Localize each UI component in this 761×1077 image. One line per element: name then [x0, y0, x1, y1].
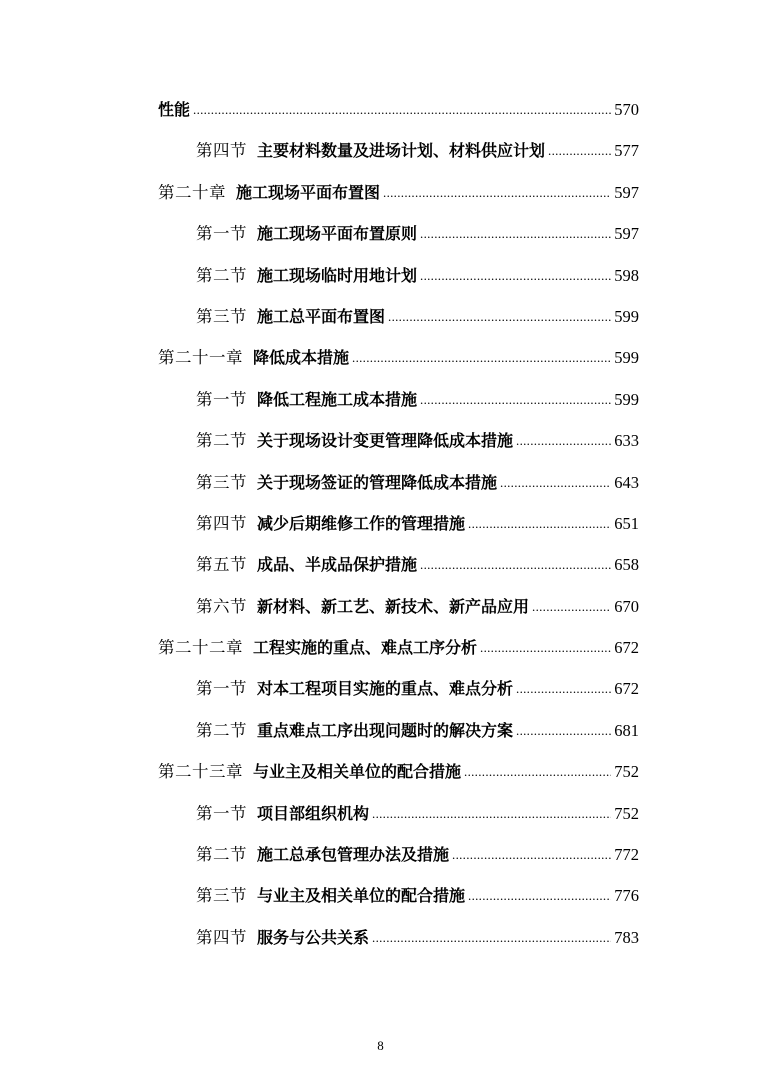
toc-entry-line [196, 266, 639, 287]
section-title: 降低工程施工成本措施 [257, 389, 418, 409]
toc-entry-line [196, 804, 639, 825]
dot-leader [532, 596, 611, 617]
section-number: 第五节 [196, 555, 247, 575]
toc-page-number: 570 [614, 100, 639, 119]
toc-section-entry[interactable] [0, 465, 761, 506]
section-title: 施工总平面布置图 [257, 306, 386, 326]
section-number: 第四节 [196, 141, 247, 161]
toc-chapter-entry[interactable] [0, 175, 761, 216]
dot-leader [352, 347, 611, 368]
toc-page-number: 681 [614, 720, 639, 740]
toc-entry-line [196, 928, 639, 949]
toc-page-number: 752 [614, 762, 639, 782]
section-number: 第一节 [196, 679, 247, 699]
section-title: 项目部组织机构 [257, 803, 370, 823]
toc-chapter-entry[interactable] [0, 754, 761, 795]
chapter-number: 第二十三章 [158, 762, 243, 782]
dot-leader [452, 844, 611, 865]
chapter-title: 降低成本措施 [253, 348, 350, 368]
dot-leader [372, 927, 611, 948]
dot-leader [383, 182, 611, 203]
toc-entry-line [196, 141, 639, 162]
toc-page-number: 670 [614, 596, 639, 616]
section-title: 减少后期维修工作的管理措施 [257, 513, 466, 533]
toc-entry-line [196, 307, 639, 328]
toc-page-number: 597 [614, 224, 639, 244]
toc-page-number: 776 [614, 886, 639, 906]
toc-page-number: 577 [614, 141, 639, 161]
toc-entry-line [196, 845, 639, 866]
section-title: 施工现场平面布置原则 [257, 224, 418, 244]
toc-page-number: 633 [614, 431, 639, 451]
dot-leader [420, 389, 611, 410]
toc-page-number: 643 [614, 472, 639, 492]
toc-page-number: 651 [614, 513, 639, 533]
section-title: 关于现场签证的管理降低成本措施 [257, 472, 498, 492]
section-title: 新材料、新工艺、新技术、新产品应用 [257, 596, 530, 616]
toc-page-number: 672 [614, 679, 639, 699]
toc-page-number: 752 [614, 803, 639, 823]
section-title: 成品、半成品保护措施 [257, 555, 418, 575]
toc-entry-line [196, 555, 639, 576]
dot-leader [468, 885, 611, 906]
toc-entry-line [158, 183, 639, 204]
section-title: 重点难点工序出现问题时的解决方案 [257, 720, 514, 740]
section-title: 关于现场设计变更管理降低成本措施 [257, 431, 514, 451]
chapter-number: 第二十一章 [158, 348, 243, 368]
dot-leader [500, 472, 611, 493]
toc-section-entry[interactable] [0, 878, 761, 919]
toc-entry-line [196, 597, 639, 618]
chapter-title: 工程实施的重点、难点工序分析 [253, 638, 478, 658]
toc-section-entry[interactable] [0, 713, 761, 754]
dot-leader [468, 513, 611, 534]
toc-entry-line [196, 886, 639, 907]
toc-section-entry[interactable] [0, 216, 761, 257]
section-number: 第一节 [196, 803, 247, 823]
toc-section-entry[interactable] [0, 589, 761, 630]
toc-entry-line [158, 100, 639, 121]
toc-section-entry[interactable] [0, 671, 761, 712]
toc-section-entry[interactable] [0, 506, 761, 547]
section-title: 对本工程项目实施的重点、难点分析 [257, 679, 514, 699]
toc-entry-line [196, 473, 639, 494]
toc-chapter-entry[interactable] [0, 630, 761, 671]
dot-leader [480, 637, 611, 658]
section-number: 第二节 [196, 845, 247, 865]
toc-entry-line [196, 721, 639, 742]
toc-entry-line [196, 390, 639, 411]
section-number: 第一节 [196, 389, 247, 409]
toc-section-entry[interactable] [0, 547, 761, 588]
chapter-number: 第二十二章 [158, 638, 243, 658]
section-number: 第三节 [196, 886, 247, 906]
chapter-title: 与业主及相关单位的配合措施 [253, 762, 462, 782]
toc-chapter-entry[interactable] [0, 340, 761, 381]
section-number: 第二节 [196, 720, 247, 740]
dot-leader [420, 223, 611, 244]
toc-page-number: 783 [614, 927, 639, 947]
section-number: 第四节 [196, 513, 247, 533]
toc-entry-line [158, 348, 639, 369]
toc-page-number: 672 [614, 638, 639, 658]
toc-section-entry[interactable] [0, 133, 761, 174]
dot-leader [388, 306, 611, 327]
section-title: 施工现场临时用地计划 [257, 265, 418, 285]
chapter-number: 第二十章 [158, 182, 226, 202]
dot-leader [193, 99, 611, 120]
toc-page-number: 599 [614, 389, 639, 409]
toc-section-entry[interactable] [0, 382, 761, 423]
section-title: 服务与公共关系 [257, 927, 370, 947]
toc-entry-line [158, 638, 639, 659]
toc-entry-line [196, 224, 639, 245]
dot-leader [516, 430, 611, 451]
dot-leader [372, 803, 611, 824]
section-title: 主要材料数量及进场计划、材料供应计划 [257, 141, 546, 161]
section-title: 性能 [158, 100, 191, 119]
page-number: 8 [377, 1038, 384, 1053]
dot-leader [548, 140, 611, 161]
toc-page-number: 599 [614, 348, 639, 368]
chapter-title: 施工现场平面布置图 [236, 182, 381, 202]
toc-section-entry[interactable] [0, 299, 761, 340]
dot-leader [464, 761, 611, 782]
toc-section-entry[interactable] [0, 258, 761, 299]
toc-page-number: 597 [614, 182, 639, 202]
section-number: 第二节 [196, 431, 247, 451]
dot-leader [420, 265, 611, 286]
section-number: 第四节 [196, 927, 247, 947]
section-number: 第三节 [196, 472, 247, 492]
section-number: 第二节 [196, 265, 247, 285]
toc-entry-line [158, 762, 639, 783]
toc-section-entry[interactable] [0, 423, 761, 464]
section-title: 施工总承包管理办法及措施 [257, 845, 450, 865]
toc-section-entry[interactable] [0, 837, 761, 878]
toc-section-entry[interactable] [0, 92, 761, 133]
toc-entry-line [196, 431, 639, 452]
toc-section-entry[interactable] [0, 796, 761, 837]
section-number: 第六节 [196, 596, 247, 616]
toc-entry-line [196, 514, 639, 535]
section-number: 第三节 [196, 306, 247, 326]
toc-section-entry[interactable] [0, 920, 761, 961]
toc-entry-line [196, 679, 639, 700]
toc-page-number: 598 [614, 265, 639, 285]
section-title: 与业主及相关单位的配合措施 [257, 886, 466, 906]
toc-page-number: 772 [614, 845, 639, 865]
table-of-contents [0, 92, 761, 961]
toc-page-number: 658 [614, 555, 639, 575]
dot-leader [516, 678, 611, 699]
section-number: 第一节 [196, 224, 247, 244]
toc-page-number: 599 [614, 306, 639, 326]
dot-leader [420, 554, 611, 575]
dot-leader [516, 720, 611, 741]
